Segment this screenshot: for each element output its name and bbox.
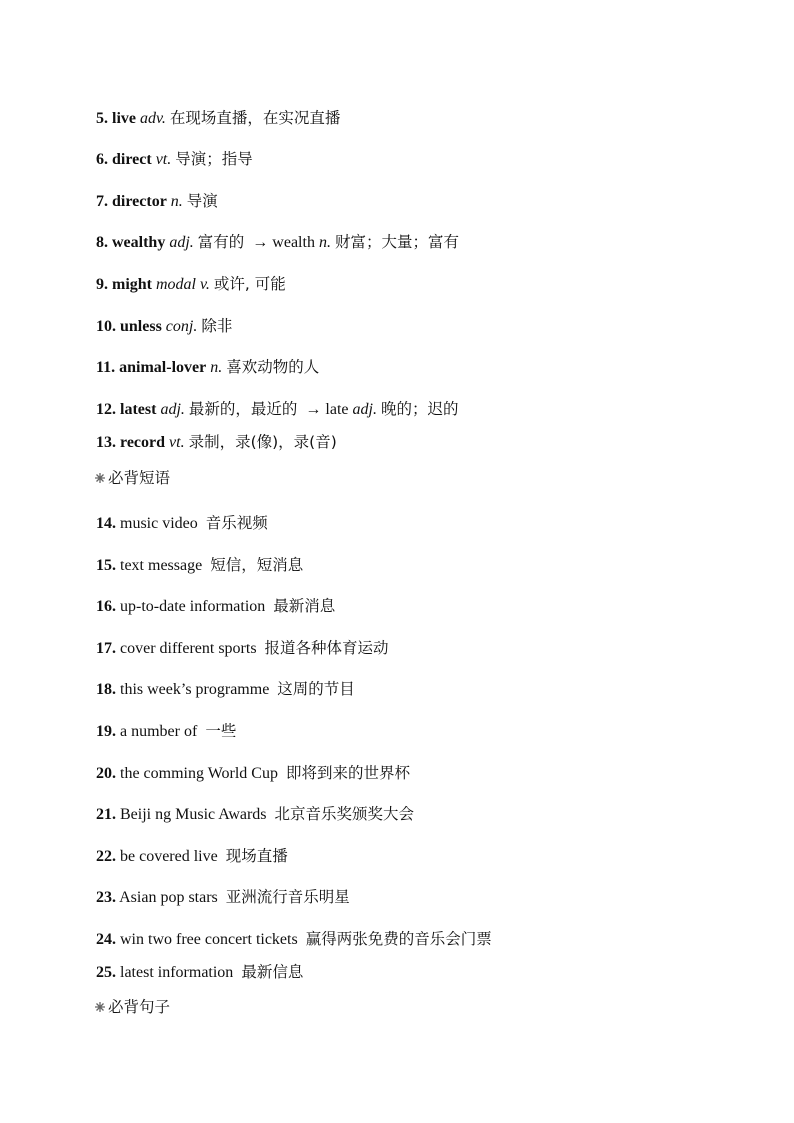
vocab-meaning: 导演；指导 [175, 150, 253, 168]
phrase-chinese: 即将到来的世界杯 [285, 764, 410, 782]
phrase-english: Beiji ng Music Awards [120, 806, 267, 823]
phrase-chinese: 最新消息 [273, 597, 336, 615]
item-number: 8. [96, 234, 108, 251]
item-number: 11. [96, 359, 116, 376]
vocab-item [96, 398, 458, 421]
vocab-meaning: 或许, 可能 [213, 275, 286, 293]
phrase-item [96, 637, 389, 660]
item-number: 12. [96, 401, 116, 418]
vocab-meaning: 在现场直播，在实况直播 [169, 109, 341, 127]
vocab-word: might [112, 276, 152, 293]
item-number: 13. [96, 434, 116, 451]
item-number: 7. [96, 193, 108, 210]
item-number: 16. [96, 598, 116, 615]
item-number: 19. [96, 723, 116, 740]
part-of-speech: conj. [165, 318, 198, 335]
phrase-english: be covered live [120, 848, 218, 865]
phrase-item [96, 803, 414, 826]
vocab-word: animal-lover [119, 359, 207, 376]
vocab-meaning: 最新的，最近的 [188, 400, 298, 418]
phrase-english: up-to-date information [120, 598, 266, 615]
part-of-speech: adv. [140, 110, 166, 127]
vocab-meaning: 录制，录(像)，录(音) [188, 433, 337, 451]
part-of-speech: vt. [155, 151, 172, 168]
phrase-chinese: 赢得两张免费的音乐会门票 [305, 930, 492, 948]
vocab-item [96, 190, 218, 213]
vocab-meaning: 导演 [186, 192, 218, 210]
phrase-item [96, 512, 268, 535]
part-of-speech: n. [170, 193, 183, 210]
phrase-item [96, 554, 303, 577]
item-number: 22. [96, 848, 116, 865]
vocab-item [96, 431, 337, 454]
vocab-word: direct [112, 151, 152, 168]
item-number: 25. [96, 964, 116, 981]
phrase-item [96, 678, 355, 701]
item-number: 23. [96, 889, 116, 906]
phrase-chinese: 这周的节目 [277, 680, 355, 698]
phrase-english: the comming World Cup [120, 765, 278, 782]
phrase-chinese: 短信，短消息 [210, 556, 304, 574]
section-marker-icon [94, 1001, 106, 1013]
vocab-meaning: 富有的 [197, 233, 245, 251]
vocab-word: unless [120, 318, 162, 335]
phrase-item [96, 886, 350, 909]
vocab-meaning: 除非 [201, 317, 233, 335]
phrase-item [96, 961, 303, 984]
vocab-item [96, 273, 286, 296]
vocab-item [96, 107, 340, 130]
section-title: 必背短语 [108, 469, 171, 487]
phrase-item [96, 720, 236, 743]
phrase-english: this week’s programme [120, 681, 270, 698]
section-title: 必背句子 [108, 998, 171, 1016]
item-number: 24. [96, 931, 116, 948]
item-number: 14. [96, 515, 116, 532]
phrase-chinese: 亚洲流行音乐明星 [225, 888, 350, 906]
section-heading-phrases [94, 467, 170, 490]
vocab-item [96, 231, 459, 254]
part-of-speech: n. [210, 359, 223, 376]
item-number: 21. [96, 806, 116, 823]
vocab-meaning: 喜欢动物的人 [226, 358, 320, 376]
vocab-item [96, 315, 232, 338]
related-part-of-speech: n. [318, 234, 331, 251]
item-number: 10. [96, 318, 116, 335]
item-number: 5. [96, 110, 108, 127]
phrase-english: music video [120, 515, 198, 532]
phrase-item [96, 928, 492, 951]
section-marker-icon [94, 472, 106, 484]
related-word: → wealth [252, 234, 315, 251]
section-heading-sentences [94, 996, 170, 1019]
vocab-item [96, 148, 253, 171]
item-number: 15. [96, 557, 116, 574]
phrase-chinese: 一些 [205, 722, 237, 740]
phrase-english: a number of [120, 723, 198, 740]
phrase-english: latest information [120, 964, 234, 981]
item-number: 6. [96, 151, 108, 168]
phrase-chinese: 现场直播 [225, 847, 288, 865]
part-of-speech: vt. [169, 434, 185, 451]
vocab-word: wealthy [112, 234, 166, 251]
vocab-word: director [112, 193, 167, 210]
item-number: 17. [96, 640, 116, 657]
phrase-english: Asian pop stars [119, 889, 218, 906]
phrase-item [96, 845, 288, 868]
vocab-word: latest [120, 401, 157, 418]
phrase-item [96, 762, 410, 785]
phrase-item [96, 595, 335, 618]
related-meaning: 晚的；迟的 [380, 400, 459, 418]
part-of-speech: adj. [160, 401, 185, 418]
phrase-chinese: 报道各种体育运动 [264, 639, 389, 657]
related-word: → late [305, 401, 349, 418]
phrase-english: win two free concert tickets [120, 931, 298, 948]
part-of-speech: adj. [169, 234, 194, 251]
related-meaning: 财富；大量；富有 [334, 233, 459, 251]
phrase-chinese: 音乐视频 [205, 514, 268, 532]
phrase-chinese: 最新信息 [241, 963, 304, 981]
phrase-chinese: 北京音乐奖颁奖大会 [274, 805, 415, 823]
phrase-english: text message [120, 557, 203, 574]
related-part-of-speech: adj. [352, 401, 377, 418]
vocab-item [96, 356, 319, 379]
vocab-word: record [120, 434, 166, 451]
item-number: 9. [96, 276, 108, 293]
item-number: 18. [96, 681, 116, 698]
vocab-word: live [112, 110, 136, 127]
part-of-speech: modal v. [156, 276, 210, 293]
item-number: 20. [96, 765, 116, 782]
phrase-english: cover different sports [120, 640, 257, 657]
